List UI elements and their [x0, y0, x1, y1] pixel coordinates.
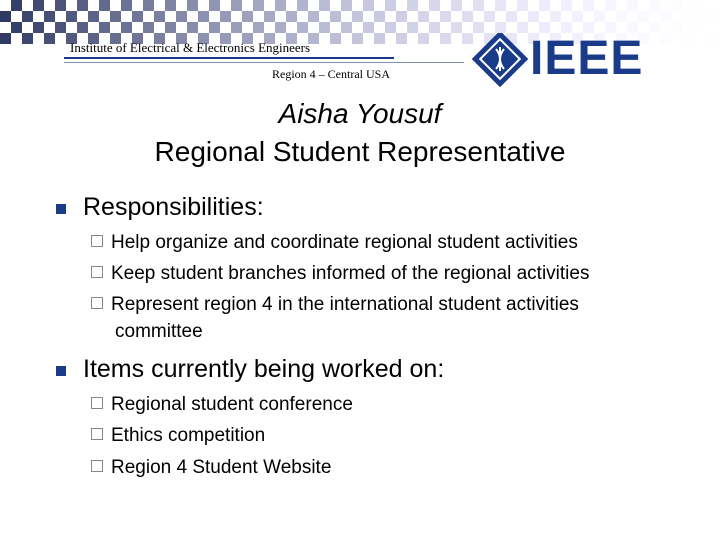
- list-item: Keep student branches informed of the regional activities: [91, 260, 589, 288]
- list-item: Represent region 4 in the international student activities: [91, 291, 579, 319]
- ieee-logo-text: IEEE: [530, 32, 644, 85]
- section-heading: Items currently being worked on:: [83, 355, 445, 383]
- checkbox-bullet-icon: [91, 397, 103, 409]
- bullet-square: [56, 366, 66, 376]
- header-rule-secondary: [64, 62, 464, 63]
- checkbox-bullet-icon: [91, 428, 103, 440]
- region-label: Region 4 – Central USA: [272, 67, 390, 81]
- header-rule: [64, 57, 394, 59]
- list-item: Region 4 Student Website: [91, 454, 331, 482]
- list-item: Help organize and coordinate regional student activities: [91, 229, 578, 257]
- checkbox-bullet-icon: [91, 297, 103, 309]
- presenter-name: Aisha Yousuf: [278, 98, 442, 129]
- presenter-role: Regional Student Representative: [154, 136, 566, 167]
- list-item: Ethics competition: [91, 422, 265, 450]
- list-item-continuation: committee: [115, 321, 203, 342]
- organization-name: Institute of Electrical & Electronics Engineers: [70, 40, 311, 55]
- section-heading: Responsibilities:: [83, 193, 264, 221]
- checkbox-bullet-icon: [91, 235, 103, 247]
- checkbox-bullet-icon: [91, 266, 103, 278]
- bullet-square: [56, 204, 66, 214]
- checkbox-bullet-icon: [91, 460, 103, 472]
- list-item: Regional student conference: [91, 391, 353, 419]
